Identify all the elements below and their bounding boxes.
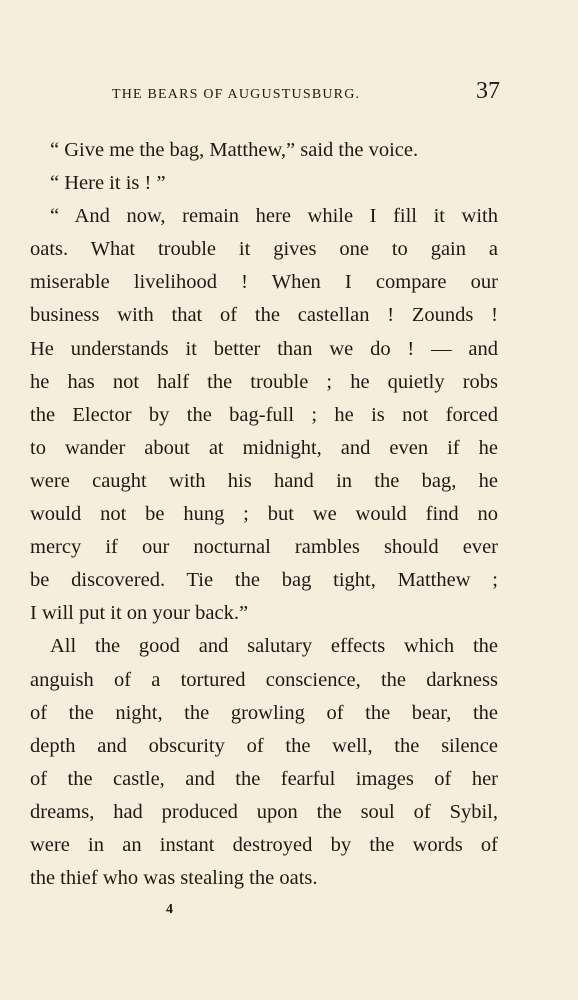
signature-mark: 4	[166, 902, 173, 917]
text-line: dreams, had produced upon the soul of Sybil,	[30, 800, 498, 823]
text-line: “ And now, remain here while I fill it with	[50, 205, 498, 228]
text-line: anguish of a tortured conscience, the darkness	[30, 668, 498, 691]
text-line: I will put it on your back.”	[30, 602, 249, 625]
text-line: depth and obscurity of the well, the silence	[30, 734, 498, 757]
page-number: 37	[476, 78, 500, 104]
text-line: were in an instant destroyed by the words of	[30, 833, 498, 856]
text-line: oats. What trouble it gives one to gain a	[30, 238, 498, 261]
body-text	[30, 134, 498, 895]
running-title: THE BEARS OF AUGUSTUSBURG.	[112, 87, 361, 102]
text-line: the Elector by the bag-full ; he is not forced	[30, 403, 498, 426]
running-head	[30, 78, 500, 110]
text-line: be discovered. Tie the bag tight, Matthew ;	[30, 569, 498, 592]
text-line: He understands it better than we do ! — and	[30, 337, 498, 360]
text-line: mercy if our nocturnal rambles should ever	[30, 536, 498, 559]
text-line: he has not half the trouble ; he quietly robs	[30, 370, 498, 393]
text-line: would not be hung ; but we would find no	[30, 503, 498, 526]
text-line: All the good and salutary effects which the	[50, 635, 498, 658]
text-line: business with that of the castellan ! Zounds !	[30, 304, 498, 327]
text-line: miserable livelihood ! When I compare our	[30, 271, 498, 294]
text-line: the thief who was stealing the oats.	[30, 867, 318, 890]
text-line: were caught with his hand in the bag, he	[30, 469, 498, 492]
text-line: “ Give me the bag, Matthew,” said the voice.	[50, 139, 419, 161]
text-line: of the castle, and the fearful images of her	[30, 767, 498, 790]
text-line: to wander about at midnight, and even if he	[30, 436, 498, 459]
text-line: “ Here it is ! ”	[50, 172, 166, 195]
text-line: of the night, the growling of the bear, the	[30, 701, 498, 724]
